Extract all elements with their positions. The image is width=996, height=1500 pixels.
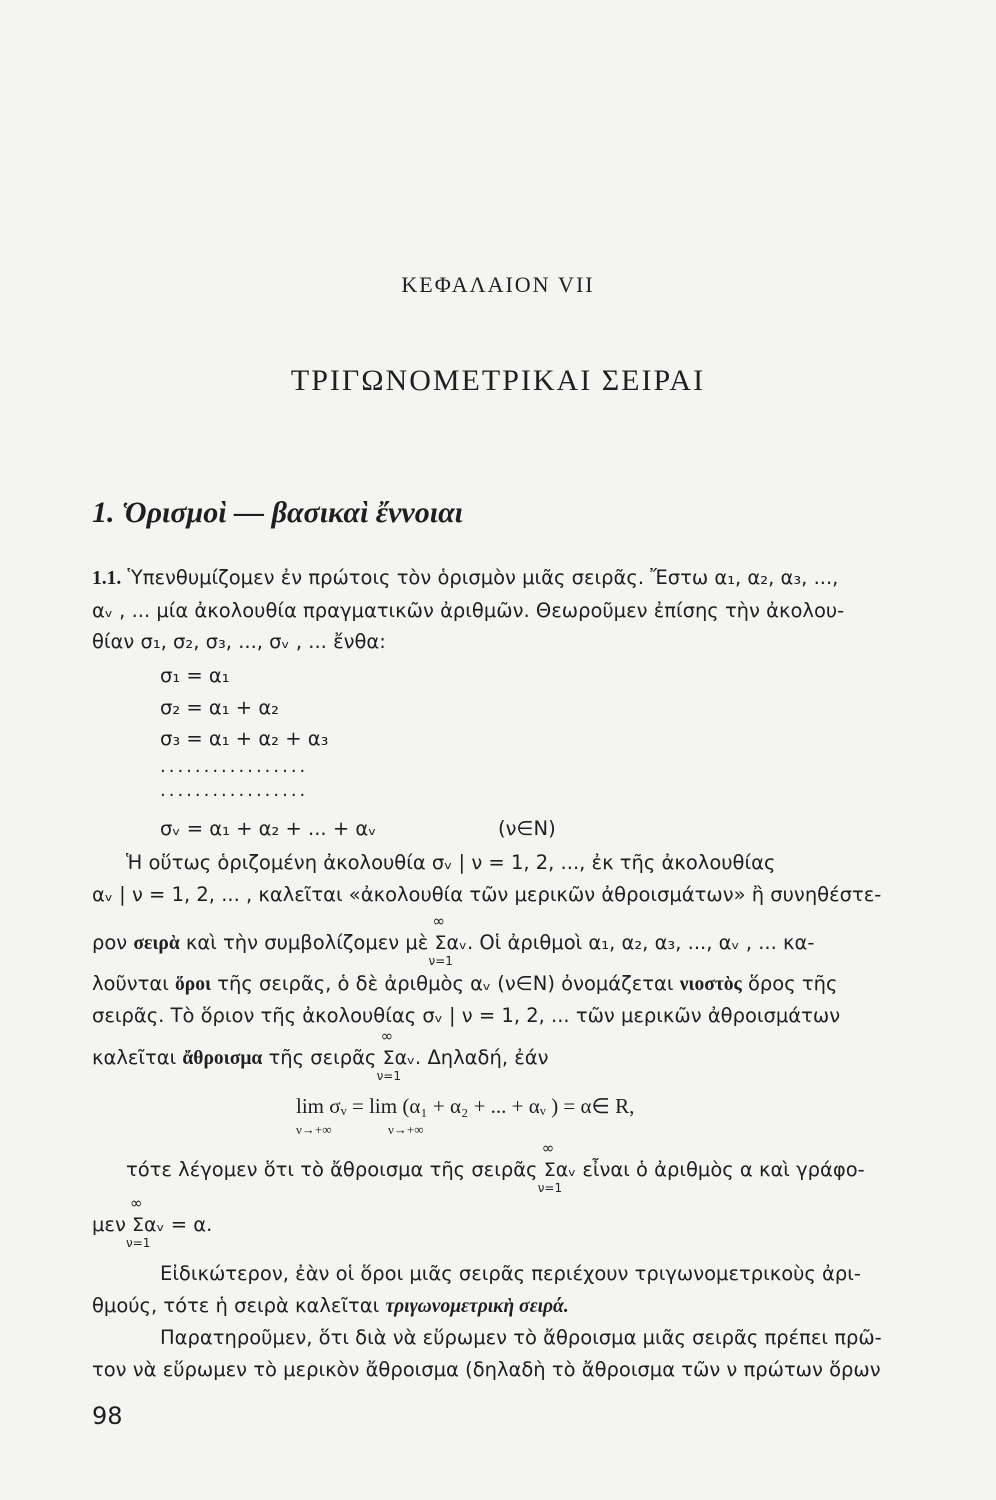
- limit-subscript-2: ν→+∞: [388, 1122, 424, 1137]
- equation-sigma-n: σᵥ = α₁ + α₂ + ... + αᵥ: [160, 817, 377, 840]
- equation-sigma-2: σ₂ = α₁ + α₂: [160, 696, 279, 719]
- para-2-line-3: ρον σειρὰ καὶ τὴν συμβολίζομεν μὲ ∞ Σαᵥ ν=1 . Οἱ ἀριθμοὶ α₁, α₂, α₃, ..., αᵥ , ... κα-: [92, 912, 815, 968]
- term-oroi: ὅροι: [175, 974, 212, 995]
- section-title: 1. Ὁρισμοὶ — βασικαὶ ἔννοιαι: [92, 496, 464, 529]
- para-4-line-2: θμούς, τότε ἡ σειρὰ καλεῖται τριγωνομετρικὴ σειρά.: [92, 1294, 569, 1317]
- limit-subscript-1: ν→+∞: [296, 1122, 332, 1137]
- term-niostos: νιοστὸς: [679, 974, 742, 995]
- para-2-line-6: καλεῖται ἄθροισμα τῆς σειρᾶς ∞ Σαᵥ ν=1 . Δηλαδή, ἐάν: [92, 1027, 549, 1083]
- term-seira: σειρὰ: [133, 933, 180, 954]
- sum-symbol: ∞ Σαᵥ ν=1: [537, 1139, 577, 1195]
- ellipsis-row-2: .................: [160, 780, 309, 801]
- para-1-line-1: [92, 566, 838, 590]
- chapter-title: ΤΡΙΓΩΝΟΜΕΤΡΙΚΑΙ ΣΕΙΡΑΙ: [290, 364, 706, 397]
- sum-symbol: ∞ Σαᵥ ν=1: [126, 1194, 165, 1250]
- para-1-text: Ὑπενθυμίζομεν ἐν πρώτοις τὸν ὁρισμὸν μιᾶς σειρᾶς. Ἔστω α₁, α₂, α₃, ...,: [121, 566, 839, 589]
- para-1-line-3: θίαν σ₁, σ₂, σ₃, ..., σᵥ , ... ἔνθα:: [92, 630, 386, 653]
- para-5-line-1: Παρατηροῦμεν, ὅτι διὰ νὰ εὕρωμεν τὸ ἄθροισμα μιᾶς σειρᾶς πρέπει πρῶ-: [160, 1326, 882, 1349]
- para-3-line-1: τότε λέγομεν ὅτι τὸ ἄθροισμα τῆς σειρᾶς ∞ Σαᵥ ν=1 εἶναι ὁ ἀριθμὸς α καὶ γράφο-: [126, 1139, 865, 1195]
- para-3-line-2: μεν ∞ Σαᵥ ν=1 = α.: [92, 1194, 213, 1250]
- para-number: 1.1.: [92, 568, 122, 589]
- para-2-line-2: αᵥ | ν = 1, 2, ... , καλεῖται «ἀκολουθία τῶν μερικῶν ἀθροισμάτων» ἢ συνηθέστε-: [92, 883, 882, 906]
- term-athroisma: ἄθροισμα: [182, 1048, 263, 1069]
- sum-symbol: ∞ Σαᵥ ν=1: [428, 912, 467, 968]
- page-number: 98: [92, 1402, 123, 1430]
- para-2-line-4: λοῦνται ὅροι τῆς σειρᾶς, ὁ δὲ ἀριθμὸς αᵥ (ν∈N) ὀνομάζεται νιοστὸς ὅρος τῆς: [92, 972, 838, 995]
- para-2-line-5: σειρᾶς. Τὸ ὅριον τῆς ἀκολουθίας σᵥ | ν = 1, 2, ... τῶν μερικῶν ἀθροισμάτων: [92, 1004, 841, 1027]
- chapter-label: ΚΕΦΑΛΑΙΟΝ VII: [401, 272, 595, 297]
- para-5-line-2: τον νὰ εὕρωμεν τὸ μερικὸν ἄθροισμα (δηλαδὴ τὸ ἄθροισμα τῶν ν πρώτων ὅρων: [92, 1358, 881, 1381]
- sum-symbol: ∞ Σαᵥ ν=1: [376, 1027, 416, 1083]
- limit-equation: [296, 1094, 635, 1137]
- equation-sigma-3: σ₃ = α₁ + α₂ + α₃: [160, 727, 329, 750]
- term-trig-series: τριγωνομετρικὴ σειρά.: [385, 1296, 569, 1317]
- equation-condition: (ν∈N): [498, 817, 556, 840]
- para-4-line-1: Εἰδικώτερον, ἐὰν οἱ ὅροι μιᾶς σειρᾶς περιέχουν τριγωνομετρικοὺς ἀρι-: [160, 1262, 861, 1285]
- ellipsis-row-1: .................: [160, 756, 309, 777]
- para-2-line-1: Ἡ οὕτως ὁριζομένη ἀκολουθία σᵥ | ν = 1, 2, ..., ἐκ τῆς ἀκολουθίας: [126, 851, 776, 874]
- limit-expression: lim σᵥ = lim (α₁ + α₂ + ... + αᵥ ) = α∈ R,: [296, 1094, 635, 1118]
- para-1-line-2: αᵥ , ... μία ἀκολουθία πραγματικῶν ἀριθμῶν. Θεωροῦμεν ἐπίσης τὴν ἀκολου-: [92, 599, 845, 622]
- equation-sigma-1: σ₁ = α₁: [160, 664, 230, 687]
